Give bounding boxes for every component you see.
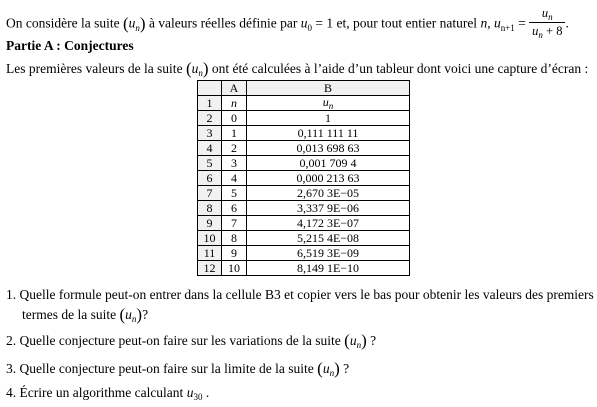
row-number: 9 (198, 216, 222, 231)
sheet-intro (6, 58, 588, 78)
u30-subscript: 30 (193, 392, 203, 402)
question-2 (6, 330, 376, 350)
close-paren: ) (202, 59, 209, 78)
cell-b: 0,000 213 63 (247, 171, 410, 186)
frac-denominator-tail: + 8 (546, 24, 563, 38)
row-number: 12 (198, 261, 222, 276)
cell-b: 4,172 3E−07 (247, 216, 410, 231)
table-row (198, 231, 410, 246)
cell-a: 0 (222, 111, 247, 126)
spreadsheet-table (197, 80, 410, 276)
table-row (198, 111, 410, 126)
cell-a: 3 (222, 156, 247, 171)
cell-a: 8 (222, 231, 247, 246)
table-row (198, 141, 410, 156)
row-number: 8 (198, 201, 222, 216)
question-4 (6, 385, 209, 401)
seq-subscript: n (198, 68, 203, 78)
seq-symbol: u (125, 307, 132, 322)
close-paren: ) (334, 359, 340, 378)
corner-cell (198, 81, 222, 96)
question-4-text: 4. Écrire un algorithme calculant (6, 385, 184, 400)
frac-denominator: u (532, 24, 539, 38)
table-row (198, 216, 410, 231)
cell-b-symbol: u (322, 95, 329, 109)
table-row (198, 96, 410, 111)
cell-b: 5,215 4E−08 (247, 231, 410, 246)
cell-b: 0,013 698 63 (247, 141, 410, 156)
cell-b-subscript: n (328, 101, 334, 111)
question-2-text: 2. Quelle conjecture peut-on faire sur les variations de la suite (6, 333, 341, 348)
frac-numerator-sub: n (548, 12, 553, 22)
cell-a: 1 (222, 126, 247, 141)
close-paren: ) (136, 305, 143, 324)
column-header-a: A (222, 81, 247, 96)
cell-b: 6,519 3E−09 (247, 246, 410, 261)
cell-a: 9 (222, 246, 247, 261)
recurrence-left-sub: n+1 (500, 22, 515, 33)
seq-subscript: n (329, 368, 335, 378)
seq-symbol: u (322, 361, 330, 376)
row-number: 1 (198, 96, 222, 111)
open-paren: ( (185, 59, 192, 78)
open-paren: ( (317, 359, 323, 378)
cell-a: 6 (222, 201, 247, 216)
cell-a: 5 (222, 186, 247, 201)
seq-subscript: n (356, 340, 362, 350)
seq-symbol: u (191, 61, 199, 76)
row-number: 4 (198, 141, 222, 156)
question-3-mark: ? (343, 361, 350, 376)
close-paren: ) (139, 13, 146, 33)
column-header-row (198, 81, 410, 96)
recurrence-left: u (493, 15, 501, 31)
u0-value: = 1 (315, 15, 334, 31)
intro-text-2: à valeurs réelles définie par (148, 15, 298, 31)
cell-b (247, 96, 410, 111)
seq-subscript: n (135, 22, 140, 33)
row-number: 3 (198, 126, 222, 141)
intro-text-3: et, pour tout entier naturel (336, 15, 478, 31)
cell-b: 0,001 709 4 (247, 156, 410, 171)
row-number: 5 (198, 156, 222, 171)
cell-b: 1 (247, 111, 410, 126)
cell-a: 2 (222, 141, 247, 156)
cell-a: 7 (222, 216, 247, 231)
cell-b: 2,670 3E−05 (247, 186, 410, 201)
open-paren: ( (344, 331, 350, 350)
cell-a: 10 (222, 261, 247, 276)
frac-denominator-sub: n (538, 30, 543, 40)
question-1-text: termes de la suite (22, 307, 117, 322)
question-2-mark: ? (370, 333, 377, 348)
question-1-line-1: 1. Quelle formule peut-on entrer dans la cellule B3 et copier vers le bas pour obtenir les valeurs des premiers (6, 287, 594, 302)
sheet-intro-text-1: Les premières valeurs de la suite (6, 61, 183, 76)
recurrence-equals: = (518, 15, 526, 31)
seq-symbol: u (349, 333, 357, 348)
table-row (198, 261, 410, 276)
table-row (198, 171, 410, 186)
u30-symbol: u (186, 385, 194, 400)
table-row (198, 246, 410, 261)
seq-subscript: n (131, 314, 137, 324)
row-number: 6 (198, 171, 222, 186)
table-row (198, 156, 410, 171)
row-number: 7 (198, 186, 222, 201)
question-3 (6, 358, 349, 378)
seq-symbol: u (128, 15, 136, 31)
question-1-line-2 (22, 304, 148, 324)
open-paren: ( (119, 305, 126, 324)
part-a-title: Partie A : Conjectures (6, 38, 134, 53)
cell-a: 4 (222, 171, 247, 186)
cell-b: 0,111 111 11 (247, 126, 410, 141)
question-4-period: . (205, 385, 210, 400)
question-3-text: 3. Quelle conjecture peut-on faire sur la limite de la suite (6, 361, 314, 376)
intro-line: On considère la suite $(u_n)$ à valeurs réelles définie par $u_0 = 1$ et, pour tout entier naturel n, $u_{n+1}$ = $\frac{u_n}{u_n + 8}$ . (6, 6, 569, 40)
n-symbol: n (480, 15, 488, 31)
table-row (198, 126, 410, 141)
sheet-intro-text-2: ont été calculées à l’aide d’un tableur dont voici une capture d’écran : (211, 61, 589, 76)
row-number: 11 (198, 246, 222, 261)
row-number: 2 (198, 111, 222, 126)
question-1-mark: ? (142, 307, 149, 322)
close-paren: ) (361, 331, 367, 350)
table-row (198, 201, 410, 216)
recurrence-fraction (529, 6, 565, 39)
u0-subscript: 0 (307, 22, 312, 33)
intro-text-1: On considère la suite (6, 15, 120, 31)
table-row (198, 186, 410, 201)
frac-numerator: u (541, 6, 549, 20)
row-number: 10 (198, 231, 222, 246)
cell-b: 3,337 9E−06 (247, 201, 410, 216)
open-paren: ( (122, 13, 129, 33)
column-header-b: B (247, 81, 410, 96)
cell-b: 8,149 1E−10 (247, 261, 410, 276)
intro-period: . (565, 15, 569, 31)
u0-symbol: u (300, 15, 308, 31)
cell-a: n (222, 96, 247, 111)
